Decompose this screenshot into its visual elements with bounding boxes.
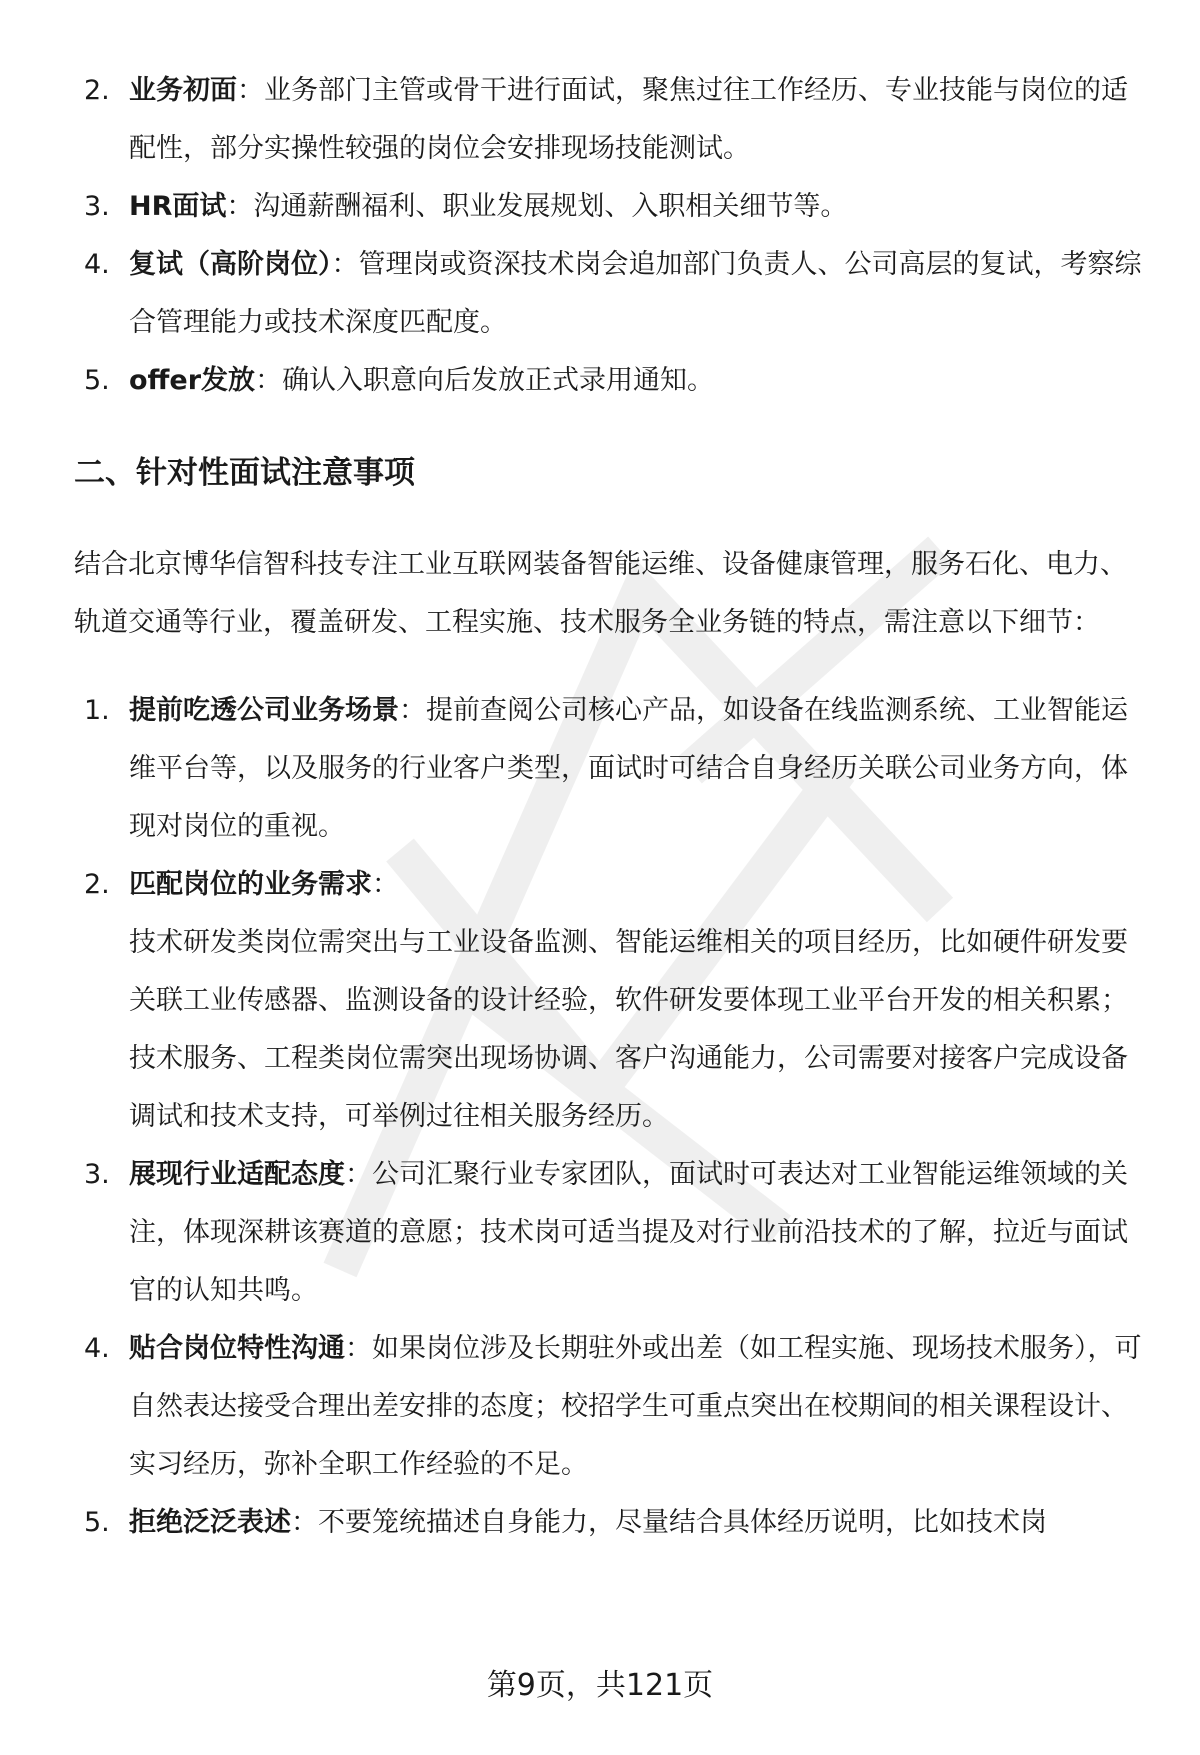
- list-number: 5.: [84, 1507, 110, 1538]
- list-text: 如果岗位涉及长期驻外或出差（如工程实施、现场技术服务），可自然表达接受合理出差安排的态度；校招学生可重点突出在校期间的相关课程设计、实习经历，弥补全职工作经验的不足。: [129, 1333, 1142, 1480]
- list-separator: ：: [237, 75, 264, 106]
- list-number: 4.: [84, 249, 110, 280]
- list-text: 业务部门主管或骨干进行面试，聚焦过往工作经历、专业技能与岗位的适配性，部分实操性较强的岗位会安排现场技能测试。: [129, 75, 1128, 164]
- page-footer: 第9页，共121页: [486, 1668, 714, 1703]
- list-text: 不要笼统描述自身能力，尽量结合具体经历说明，比如技术岗: [318, 1507, 1047, 1538]
- list-number: 5.: [84, 365, 110, 396]
- list-term: 匹配岗位的业务需求: [129, 869, 372, 900]
- intro-paragraph: 结合北京博华信智科技专注工业互联网装备智能运维、设备健康管理，服务石化、电力、轨道交通等行业，覆盖研发、工程实施、技术服务全业务链的特点，需注意以下细节：: [74, 549, 1127, 638]
- list-item: [74, 1146, 1144, 1320]
- list-item: [74, 1320, 1144, 1494]
- list-term: 复试（高阶岗位）: [129, 249, 332, 280]
- section-heading: 二、针对性面试注意事项: [74, 455, 415, 491]
- list-term: 提前吃透公司业务场景: [129, 695, 399, 726]
- list-number: 2.: [84, 75, 110, 106]
- list-item: [74, 352, 1144, 410]
- list-number: 2.: [84, 869, 110, 900]
- list-term: offer发放: [129, 365, 256, 396]
- list-term: 贴合岗位特性沟通: [129, 1333, 345, 1364]
- list-separator: ：: [345, 1159, 372, 1190]
- list-separator: ：: [345, 1333, 372, 1364]
- interview-tips-list: [74, 682, 1144, 1552]
- list-separator: ：: [226, 191, 254, 222]
- list-number: 3.: [84, 191, 110, 222]
- list-separator: ：: [291, 1507, 318, 1538]
- document-page: [74, 62, 1144, 1552]
- list-separator: ：: [399, 695, 426, 726]
- process-steps-list: [74, 62, 1144, 410]
- list-term: 业务初面: [129, 75, 237, 106]
- list-text: 沟通薪酬福利、职业发展规划、入职相关细节等。: [253, 191, 848, 222]
- list-separator: ：: [255, 365, 283, 396]
- list-text: 公司汇聚行业专家团队，面试时可表达对工业智能运维领域的关注，体现深耕该赛道的意愿；技术岗可适当提及对行业前沿技术的了解，拉近与面试官的认知共鸣。: [129, 1159, 1128, 1306]
- list-term: HR面试: [129, 191, 227, 222]
- list-separator: ：: [331, 249, 359, 280]
- list-number: 4.: [84, 1333, 110, 1364]
- list-number: 3.: [84, 1159, 110, 1190]
- list-item: [74, 62, 1144, 178]
- list-item: [74, 236, 1144, 352]
- list-number: 1.: [84, 695, 110, 726]
- list-text: 管理岗或资深技术岗会追加部门负责人、公司高层的复试，考察综合管理能力或技术深度匹配度。: [129, 249, 1142, 338]
- list-text: 确认入职意向后发放正式录用通知。: [282, 365, 715, 396]
- list-block-text: 技术研发类岗位需突出与工业设备监测、智能运维相关的项目经历，比如硬件研发要关联工业传感器、监测设备的设计经验，软件研发要体现工业平台开发的相关积累；技术服务、工程类岗位需突出现场协调、客户沟通能力，公司需要对接客户完成设备调试和技术支持，可举例过往相关服务经历。: [129, 927, 1128, 1132]
- list-item: [74, 856, 1144, 1146]
- list-text: 提前查阅公司核心产品，如设备在线监测系统、工业智能运维平台等，以及服务的行业客户类型，面试时可结合自身经历关联公司业务方向，体现对岗位的重视。: [129, 695, 1128, 842]
- list-term: 展现行业适配态度: [129, 1159, 345, 1190]
- list-item: [74, 1494, 1144, 1552]
- list-item: [74, 682, 1144, 856]
- list-item: [74, 178, 1144, 236]
- list-term: 拒绝泛泛表述: [129, 1507, 291, 1538]
- list-separator: ：: [372, 869, 399, 900]
